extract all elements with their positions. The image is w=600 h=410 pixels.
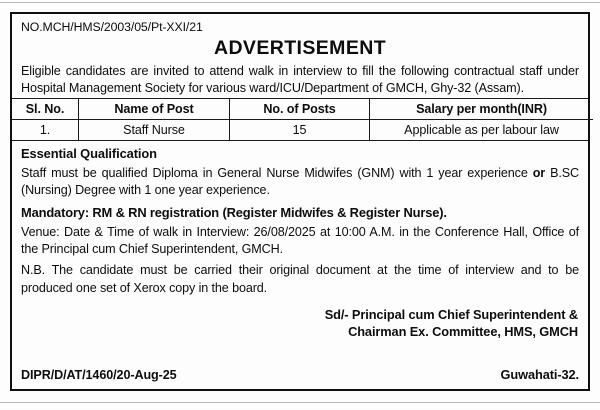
essential-qualification-heading: Essential Qualification [21, 145, 157, 161]
column-header-name-of-post: Name of Post [79, 99, 230, 120]
note-paragraph: N.B. The candidate must be carried their original document at the time of interview and to be produced one set of Xerox copy in the board. [21, 263, 579, 295]
signature-line-2: Chairman Ex. Committee, HMS, GMCH [348, 323, 578, 339]
cell-sl-no: 1. [12, 119, 79, 140]
qualification-text [21, 165, 579, 200]
cell-name-of-post: Staff Nurse [79, 119, 230, 140]
table-row [12, 119, 593, 140]
cell-salary: Applicable as per labour law [404, 122, 559, 137]
cell-no-of-posts: 15 [230, 119, 370, 140]
column-header-sl-no: Sl. No. [12, 99, 79, 120]
signature-block [21, 307, 579, 340]
table-body [12, 119, 593, 140]
page-title: ADVERTISEMENT [213, 37, 387, 59]
bottom-divider-rule [0, 402, 600, 403]
posts-table-wrapper [12, 98, 588, 141]
mandatory-requirement: Mandatory: RM & RN registration (Register Midwifes & Register Nurse). [21, 204, 447, 220]
table-header [12, 99, 593, 120]
advertisement-content [12, 14, 588, 389]
signature-line-1: Sd/- Principal cum Chief Superintendent & [324, 307, 578, 323]
column-header-no-of-posts: No. of Posts [230, 99, 370, 120]
table-header-row [12, 99, 593, 120]
qualification-or-keyword: or [532, 165, 546, 180]
reference-number: NO.MCH/HMS/2003/05/Pt-XXI/21 [21, 20, 203, 34]
posts-table [12, 99, 593, 140]
qualification-line2: B.SC (Nursing) Degree with 1 one year experience. [21, 165, 579, 198]
advertisement-box [10, 12, 590, 391]
footer-row [21, 367, 579, 382]
signature-city: Guwahati-32. [500, 367, 579, 382]
qualification-line1-main: Staff must be qualified Diploma in General Nurse Midwifes (GNM) with 1 year experience [21, 165, 533, 180]
top-divider-rule [0, 2, 600, 3]
column-header-salary: Salary per month(INR) [370, 99, 594, 120]
intro-paragraph: Eligible candidates are invited to attend walk in interview to fill the following contractual staff under Hospital Management Society for various ward/ICU/Department of GMCH, Ghy-32 (Assam). [21, 64, 579, 96]
venue-paragraph: Venue: Date & Time of walk in Interview: 26/08/2025 at 10:00 A.M. in the Conference Hall, Office of the Principal cum Chief Superintendent, GMCH. [21, 224, 579, 257]
dipr-code: DIPR/D/AT/1460/20-Aug-25 [21, 368, 177, 382]
